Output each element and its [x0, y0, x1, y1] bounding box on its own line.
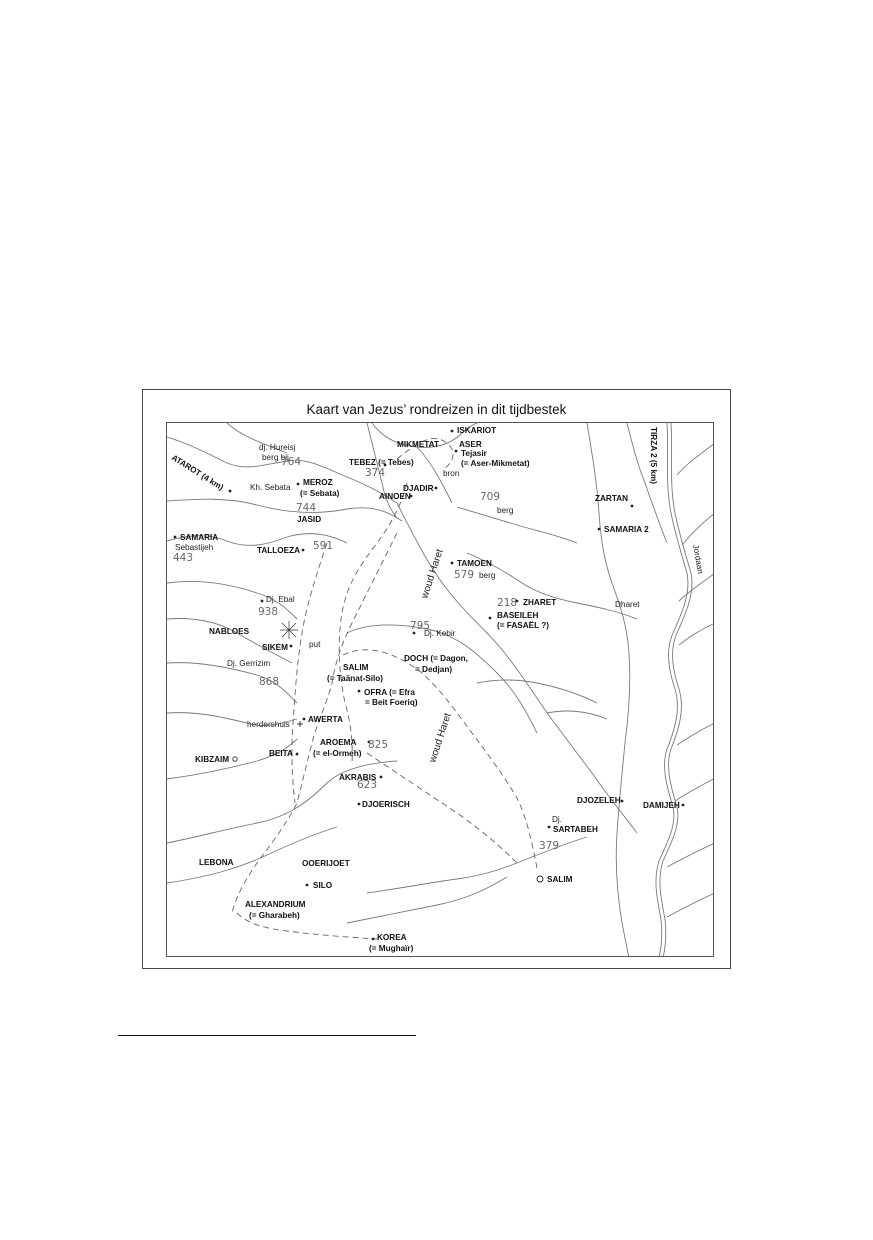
forest-label-2: woud Haret: [427, 711, 454, 764]
rivers: [167, 423, 714, 957]
well-symbol: [280, 621, 298, 639]
place-label-djozeleh: DJOZELEH: [577, 796, 621, 805]
place-markers: [174, 430, 685, 941]
place-label-salim-1: SALIM: [343, 663, 369, 672]
place-label-ooerijoet: OOERIJOET: [302, 859, 350, 868]
place-label-put: put: [309, 640, 321, 649]
height-labels: [173, 456, 559, 852]
place-label-dj-ebal: Dj. Ebal: [266, 595, 295, 604]
place-label-berg-1: berg: [497, 506, 514, 515]
place-label-salim-2: SALIM: [547, 875, 573, 884]
height-label: 379: [539, 840, 560, 852]
place-label-mughair: (= Mughaïr): [369, 944, 414, 953]
height-label: 374: [365, 467, 386, 479]
herdershuis-symbol: [297, 721, 303, 727]
place-label-tejasir: Tejasir: [461, 449, 487, 458]
height-label: 744: [296, 502, 317, 514]
height-label: 579: [454, 569, 475, 581]
place-label-dj: Dj.: [552, 815, 563, 824]
place-label-samaria: SAMARIA: [180, 533, 219, 542]
height-label: 591: [313, 540, 334, 552]
height-label: 218: [497, 597, 518, 609]
place-label-dedjan: = Dedjan): [415, 665, 453, 674]
forest-label-1: woud Haret: [419, 547, 446, 600]
height-label: 764: [281, 456, 302, 468]
map-canvas: [166, 422, 714, 957]
place-label-taanat-silo: (= Taänat-Silo): [327, 674, 384, 683]
place-label-akrabis: AKRABIS: [339, 773, 377, 782]
place-label-korea: KOREA: [377, 933, 407, 942]
place-label-dharet: Dharet: [615, 600, 640, 609]
map-svg: [167, 423, 714, 957]
place-label-nabloes: NABLOES: [209, 627, 250, 636]
place-label-sebastijeh: Sebastijeh: [175, 543, 214, 552]
place-label-lebona: LEBONA: [199, 858, 234, 867]
place-labels: [175, 426, 680, 953]
place-label-fasael: (= FASAËL ?): [497, 621, 549, 630]
place-label-sikem: SIKEM: [262, 643, 288, 652]
place-label-mikmetat: MIKMETAT: [397, 440, 439, 449]
place-label-zartan: ZARTAN: [595, 494, 629, 503]
height-label: 938: [258, 606, 279, 618]
place-label-hureisj: dj. Hureisj: [259, 443, 296, 452]
place-label-tebez: TEBEZ (= Tebes): [349, 458, 414, 467]
place-label-samaria-2: SAMARIA 2: [604, 525, 649, 534]
place-label-silo: SILO: [313, 881, 333, 890]
place-label-alexandrium: ALEXANDRIUM: [245, 900, 306, 909]
road-label-atarot: ATAROT (4 km): [169, 453, 225, 493]
place-label-jasid: JASID: [297, 515, 322, 524]
place-label-bron: bron: [443, 469, 460, 478]
height-label: 709: [480, 491, 501, 503]
place-label-awerta: AWERTA: [308, 715, 343, 724]
place-label-el-ormeh: (= el-Ormeh): [313, 749, 362, 758]
place-label-baseileh: BASEILEH: [497, 611, 539, 620]
place-label-beita: BEITA: [269, 749, 293, 758]
place-label-talloeza: TALLOEZA: [257, 546, 301, 555]
place-label-doch: DOCH (= Dagon,: [404, 654, 468, 663]
height-label: 825: [368, 739, 389, 751]
place-label-sebata: (= Sebata): [300, 489, 340, 498]
place-label-berg-bij: berg bij: [262, 453, 289, 462]
height-label: 795: [410, 620, 431, 632]
place-label-tamoen: TAMOEN: [457, 559, 492, 568]
place-label-beit-foeriq: = Beit Foeriq): [365, 698, 418, 707]
place-label-iskariot: ISKARIOT: [457, 426, 497, 435]
road-label-tirza: TIRZA 2 (5 km): [649, 427, 658, 485]
place-label-kibzaim: KIBZAIM: [195, 755, 230, 764]
footnote-rule: [118, 1035, 416, 1036]
place-label-ofra: OFRA (= Efra: [364, 688, 415, 697]
place-label-berg-2: berg: [479, 571, 496, 580]
place-label-zharet: ZHARET: [523, 598, 557, 607]
place-label-dj-kebir: Dj. Kebir: [424, 629, 456, 638]
place-label-damijeh: DAMIJEH: [643, 801, 680, 810]
place-label-kh-sebata: Kh. Sebata: [250, 483, 291, 492]
river-label-jordan: Jordaan: [691, 543, 706, 575]
place-label-dj-gerrizim: Dj. Gerrizim: [227, 659, 271, 668]
place-label-herdershuis: herdershuis: [247, 720, 290, 729]
height-label: 623: [357, 779, 378, 791]
place-label-aroema: AROEMA: [320, 738, 357, 747]
place-label-djoerisch: DJOERISCH: [362, 800, 410, 809]
place-label-sartabeh: SARTABEH: [553, 825, 598, 834]
place-label-aser: ASER: [459, 440, 482, 449]
place-label-gharabeh: (= Gharabeh): [249, 911, 300, 920]
place-label-aser-mikmetat: (= Aser-Mikmetat): [461, 459, 530, 468]
map-title: Kaart van Jezus’ rondreizen in dit tijdbestek: [306, 402, 567, 417]
place-label-meroz: MEROZ: [303, 478, 333, 487]
place-label-djadir: DJADIR: [403, 484, 434, 493]
height-label: 443: [173, 552, 194, 564]
place-label-ainoen: AINOEN: [379, 492, 411, 501]
height-label: 868: [259, 676, 280, 688]
